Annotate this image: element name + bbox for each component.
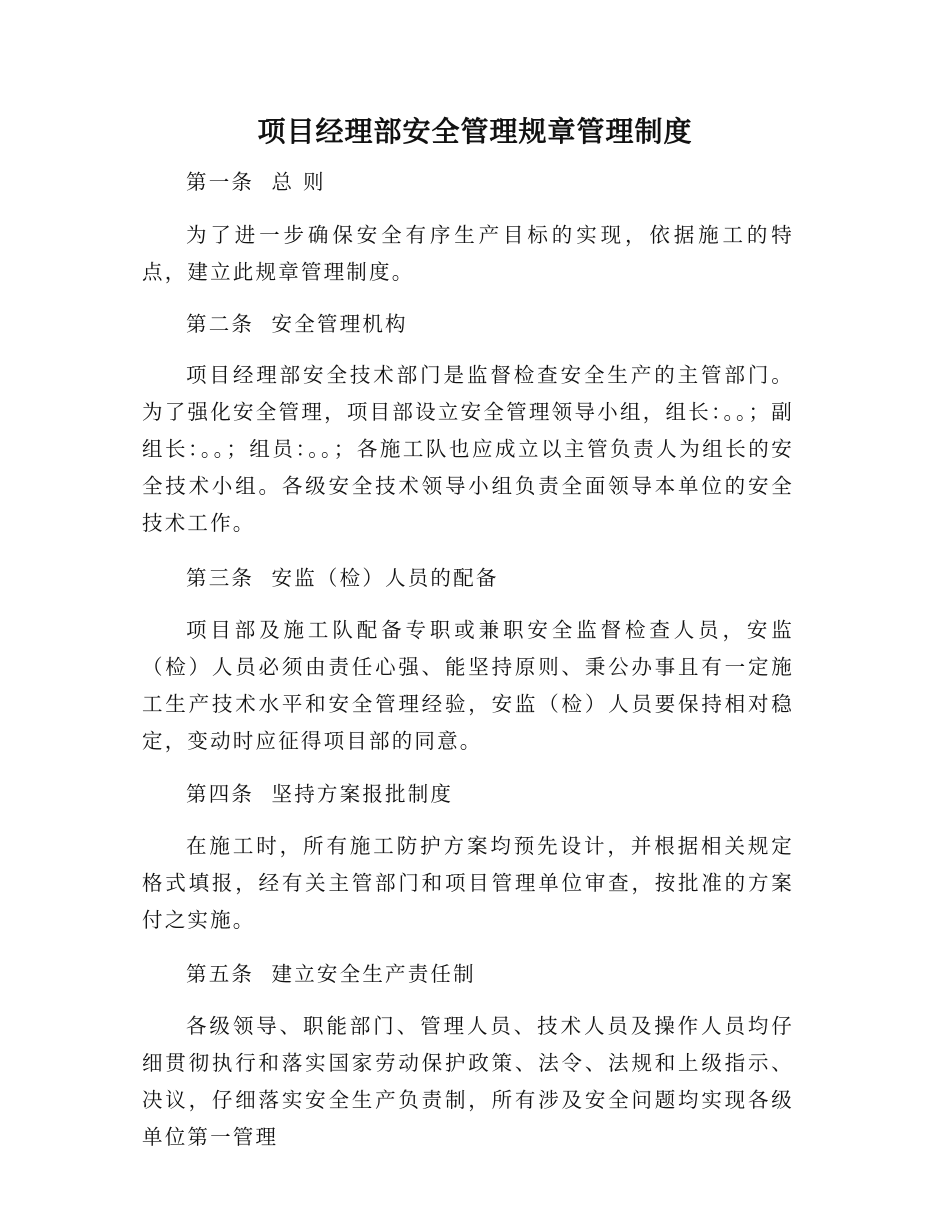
section-4-body: 在施工时，所有施工防护方案均预先设计，并根据相关规定格式填报，经有关主管部门和项目管理单位审查，按批准的方案付之实施。 [142,834,794,932]
section-2-heading: 第二条 安全管理机构 [186,312,408,336]
section-2-body: 项目经理部安全技术部门是监督检查安全生产的主管部门。为了强化安全管理，项目部设立安全管理领导小组，组长：。。；副组长：。。；组员：。。；各施工队也应成立以主管负责人为组长的安全技术小组。各级安全技术领导小组负责全面领导本单位的安全技术工作。 [142,363,794,535]
section-4-heading: 第四条 坚持方案报批制度 [186,782,454,806]
section-5-body: 各级领导、职能部门、管理人员、技术人员及操作人员均仔细贯彻执行和落实国家劳动保护政策、法令、法规和上级指示、决议，仔细落实安全生产负责制，所有涉及安全问题均实现各级单位第一管理 [142,1014,794,1149]
section-1-body: 为了进一步确保安全有序生产目标的实现，依据施工的特点，建立此规章管理制度。 [142,223,794,284]
section-3-body: 项目部及施工队配备专职或兼职安全监督检查人员，安监（检）人员必须由责任心强、能坚持原则、秉公办事且有一定施工生产技术水平和安全管理经验，安监（检）人员要保持相对稳定，变动时应征得项目部的同意。 [142,618,794,753]
section-3-heading: 第三条 安监（检）人员的配备 [186,566,499,590]
document-title: 项目经理部安全管理规章管理制度 [257,115,693,148]
section-5-heading: 第五条 建立安全生产责任制 [186,962,476,986]
section-1-heading: 第一条 总 则 [186,170,326,194]
